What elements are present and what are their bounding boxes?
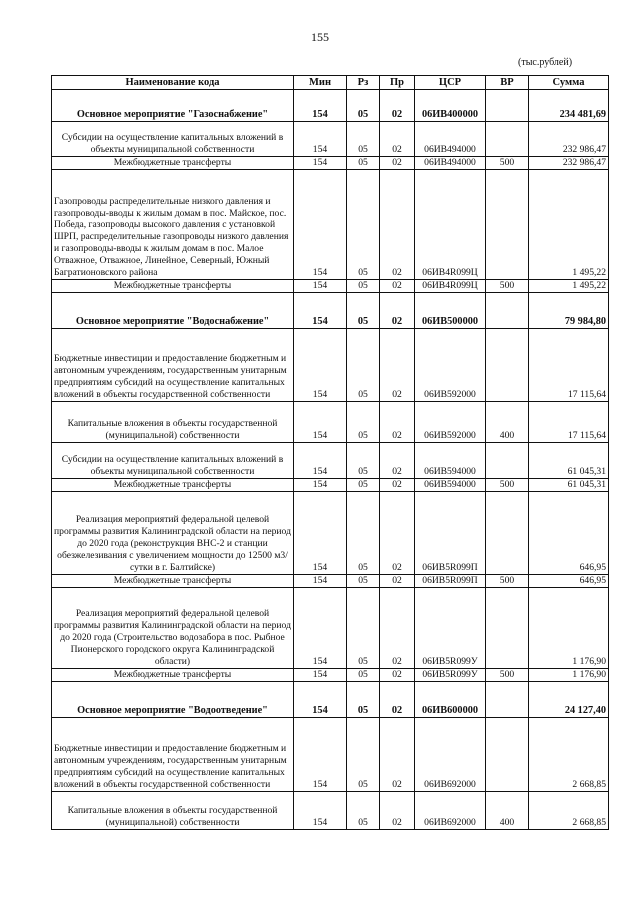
table-row bbox=[52, 157, 609, 170]
cell-name: Реализация мероприятий федеральной целевой программы развития Калининградской области на период до 2020 года (Строительство водозабора в пос. Рыбное Пионерского городского округа Калининградской области) bbox=[52, 588, 294, 669]
table-header bbox=[52, 76, 609, 90]
table-row bbox=[52, 293, 609, 329]
cell-rz: 05 bbox=[347, 293, 380, 329]
unit-label: (тыс.рублей) bbox=[518, 57, 573, 68]
table-row bbox=[52, 402, 609, 443]
cell-pr: 02 bbox=[380, 669, 415, 682]
table-row bbox=[52, 280, 609, 293]
cell-name: Межбюджетные трансферты bbox=[52, 575, 294, 588]
table-row bbox=[52, 588, 609, 669]
cell-rz: 05 bbox=[347, 682, 380, 718]
cell-name: Субсидии на осуществление капитальных вложений в объекты муниципальной собственности bbox=[52, 443, 294, 479]
cell-min: 154 bbox=[294, 682, 347, 718]
cell-pr: 02 bbox=[380, 170, 415, 280]
cell-rz: 05 bbox=[347, 492, 380, 575]
cell-pr: 02 bbox=[380, 575, 415, 588]
cell-sum: 61 045,31 bbox=[529, 443, 609, 479]
cell-sum: 1 176,90 bbox=[529, 669, 609, 682]
cell-sum: 17 115,64 bbox=[529, 402, 609, 443]
cell-vr: 500 bbox=[486, 669, 529, 682]
cell-rz: 05 bbox=[347, 792, 380, 830]
cell-csr: 06ИВ594000 bbox=[415, 443, 486, 479]
cell-csr: 06ИВ494000 bbox=[415, 157, 486, 170]
cell-rz: 05 bbox=[347, 718, 380, 792]
header-pr: Пр bbox=[380, 76, 415, 90]
cell-rz: 05 bbox=[347, 122, 380, 157]
cell-pr: 02 bbox=[380, 293, 415, 329]
cell-csr: 06ИВ5R099У bbox=[415, 588, 486, 669]
cell-csr: 06ИВ5R099У bbox=[415, 669, 486, 682]
cell-name: Бюджетные инвестиции и предоставление бюджетным и автономным учреждениям, государственным унитарным предприятиям субсидий на осуществление капитальных вложений в объекты государственной собственности bbox=[52, 718, 294, 792]
table-row bbox=[52, 443, 609, 479]
cell-rz: 05 bbox=[347, 329, 380, 402]
header-name: Наименование кода bbox=[52, 76, 294, 90]
cell-rz: 05 bbox=[347, 575, 380, 588]
cell-pr: 02 bbox=[380, 792, 415, 830]
cell-vr bbox=[486, 718, 529, 792]
cell-vr: 400 bbox=[486, 792, 529, 830]
cell-vr bbox=[486, 443, 529, 479]
cell-csr: 06ИВ400000 bbox=[415, 90, 486, 122]
cell-min: 154 bbox=[294, 329, 347, 402]
cell-pr: 02 bbox=[380, 90, 415, 122]
cell-sum: 2 668,85 bbox=[529, 792, 609, 830]
cell-min: 154 bbox=[294, 280, 347, 293]
header-rz: Рз bbox=[347, 76, 380, 90]
cell-min: 154 bbox=[294, 402, 347, 443]
cell-min: 154 bbox=[294, 669, 347, 682]
cell-name: Межбюджетные трансферты bbox=[52, 669, 294, 682]
cell-pr: 02 bbox=[380, 492, 415, 575]
cell-name: Субсидии на осуществление капитальных вложений в объекты муниципальной собственности bbox=[52, 122, 294, 157]
cell-min: 154 bbox=[294, 479, 347, 492]
cell-name: Бюджетные инвестиции и предоставление бюджетным и автономным учреждениям, государственным унитарным предприятиям субсидий на осуществление капитальных вложений в объекты государственной собственности bbox=[52, 329, 294, 402]
cell-pr: 02 bbox=[380, 329, 415, 402]
table-row bbox=[52, 122, 609, 157]
cell-rz: 05 bbox=[347, 669, 380, 682]
table-row bbox=[52, 682, 609, 718]
cell-min: 154 bbox=[294, 443, 347, 479]
cell-min: 154 bbox=[294, 122, 347, 157]
cell-name: Реализация мероприятий федеральной целевой программы развития Калининградской области на период до 2020 года (реконструкция ВНС-2 и станции обезжелезивания с увеличением мощности до 12500 м3/сутки в г. Балтийске) bbox=[52, 492, 294, 575]
cell-sum: 61 045,31 bbox=[529, 479, 609, 492]
cell-pr: 02 bbox=[380, 682, 415, 718]
cell-sum: 1 176,90 bbox=[529, 588, 609, 669]
table-row bbox=[52, 492, 609, 575]
cell-sum: 1 495,22 bbox=[529, 170, 609, 280]
cell-vr: 500 bbox=[486, 575, 529, 588]
cell-rz: 05 bbox=[347, 90, 380, 122]
cell-rz: 05 bbox=[347, 157, 380, 170]
cell-name: Основное мероприятие "Водоснабжение" bbox=[52, 293, 294, 329]
cell-min: 154 bbox=[294, 492, 347, 575]
header-sum: Сумма bbox=[529, 76, 609, 90]
cell-vr bbox=[486, 588, 529, 669]
cell-pr: 02 bbox=[380, 157, 415, 170]
cell-pr: 02 bbox=[380, 443, 415, 479]
cell-rz: 05 bbox=[347, 170, 380, 280]
cell-rz: 05 bbox=[347, 588, 380, 669]
header-min: Мин bbox=[294, 76, 347, 90]
cell-csr: 06ИВ4R099Ц bbox=[415, 280, 486, 293]
cell-csr: 06ИВ494000 bbox=[415, 122, 486, 157]
cell-csr: 06ИВ592000 bbox=[415, 329, 486, 402]
cell-sum: 234 481,69 bbox=[529, 90, 609, 122]
cell-sum: 2 668,85 bbox=[529, 718, 609, 792]
header-vr: ВР bbox=[486, 76, 529, 90]
cell-vr bbox=[486, 293, 529, 329]
cell-name: Основное мероприятие "Газоснабжение" bbox=[52, 90, 294, 122]
cell-sum: 232 986,47 bbox=[529, 157, 609, 170]
cell-vr bbox=[486, 492, 529, 575]
cell-pr: 02 bbox=[380, 280, 415, 293]
cell-sum: 24 127,40 bbox=[529, 682, 609, 718]
table-row bbox=[52, 90, 609, 122]
cell-min: 154 bbox=[294, 293, 347, 329]
cell-csr: 06ИВ592000 bbox=[415, 402, 486, 443]
cell-min: 154 bbox=[294, 170, 347, 280]
cell-vr: 500 bbox=[486, 157, 529, 170]
cell-csr: 06ИВ5R099П bbox=[415, 575, 486, 588]
cell-sum: 232 986,47 bbox=[529, 122, 609, 157]
cell-vr bbox=[486, 329, 529, 402]
cell-name: Межбюджетные трансферты bbox=[52, 157, 294, 170]
cell-vr bbox=[486, 682, 529, 718]
table-row bbox=[52, 669, 609, 682]
cell-csr: 06ИВ500000 bbox=[415, 293, 486, 329]
cell-pr: 02 bbox=[380, 588, 415, 669]
cell-rz: 05 bbox=[347, 280, 380, 293]
cell-vr bbox=[486, 90, 529, 122]
cell-sum: 646,95 bbox=[529, 492, 609, 575]
cell-sum: 17 115,64 bbox=[529, 329, 609, 402]
cell-vr bbox=[486, 170, 529, 280]
page-number: 155 bbox=[311, 30, 329, 44]
table-row bbox=[52, 479, 609, 492]
cell-rz: 05 bbox=[347, 443, 380, 479]
cell-csr: 06ИВ692000 bbox=[415, 718, 486, 792]
cell-name: Основное мероприятие "Водоотведение" bbox=[52, 682, 294, 718]
cell-csr: 06ИВ4R099Ц bbox=[415, 170, 486, 280]
table-row bbox=[52, 718, 609, 792]
cell-name: Капитальные вложения в объекты государственной (муниципальной) собственности bbox=[52, 402, 294, 443]
table-row bbox=[52, 329, 609, 402]
cell-name: Газопроводы распределительные низкого давления и газопроводы-вводы к жилым домам в пос. Майское, пос. Победа, газопроводы высокого давления с установкой ШРП, распределительные газопроводы низкого давления и газопроводы-вводы к жилым домам в пос. Малое Отважное, Отважное, Линейное, Северный, Южный Багратионовского района bbox=[52, 170, 294, 280]
table-row bbox=[52, 575, 609, 588]
header-csr: ЦСР bbox=[415, 76, 486, 90]
cell-sum: 79 984,80 bbox=[529, 293, 609, 329]
cell-csr: 06ИВ600000 bbox=[415, 682, 486, 718]
cell-vr: 500 bbox=[486, 280, 529, 293]
cell-min: 154 bbox=[294, 90, 347, 122]
cell-pr: 02 bbox=[380, 122, 415, 157]
cell-name: Межбюджетные трансферты bbox=[52, 479, 294, 492]
cell-vr: 500 bbox=[486, 479, 529, 492]
cell-csr: 06ИВ692000 bbox=[415, 792, 486, 830]
cell-pr: 02 bbox=[380, 718, 415, 792]
cell-vr bbox=[486, 122, 529, 157]
cell-min: 154 bbox=[294, 575, 347, 588]
cell-name: Межбюджетные трансферты bbox=[52, 280, 294, 293]
cell-rz: 05 bbox=[347, 402, 380, 443]
cell-csr: 06ИВ5R099П bbox=[415, 492, 486, 575]
table-row bbox=[52, 170, 609, 280]
cell-sum: 1 495,22 bbox=[529, 280, 609, 293]
table-row bbox=[52, 792, 609, 830]
cell-min: 154 bbox=[294, 588, 347, 669]
cell-rz: 05 bbox=[347, 479, 380, 492]
cell-name: Капитальные вложения в объекты государственной (муниципальной) собственности bbox=[52, 792, 294, 830]
cell-min: 154 bbox=[294, 157, 347, 170]
cell-sum: 646,95 bbox=[529, 575, 609, 588]
cell-vr: 400 bbox=[486, 402, 529, 443]
cell-pr: 02 bbox=[380, 402, 415, 443]
cell-min: 154 bbox=[294, 718, 347, 792]
cell-csr: 06ИВ594000 bbox=[415, 479, 486, 492]
budget-table bbox=[51, 75, 609, 830]
cell-min: 154 bbox=[294, 792, 347, 830]
cell-pr: 02 bbox=[380, 479, 415, 492]
